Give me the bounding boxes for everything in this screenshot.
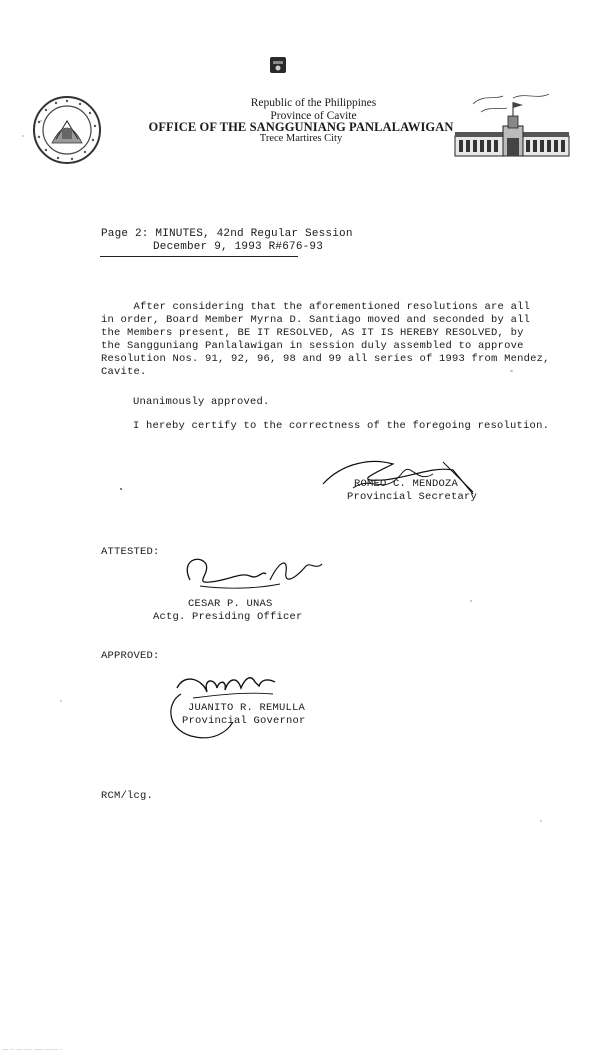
presiding-officer-signature-icon xyxy=(170,550,330,596)
paragraph-line: Resolution Nos. 91, 92, 96, 98 and 99 all series of 1993 from Mendez, xyxy=(101,353,550,365)
certifier-title: Provincial Secretary xyxy=(347,491,478,503)
letterhead-province: Province of Cavite xyxy=(270,110,357,122)
capitol-building-icon xyxy=(453,90,571,158)
paragraph-line: the Sangguniang Panlalawigan in session duly assembled to approve xyxy=(101,340,524,352)
resolution-paragraph xyxy=(101,301,550,379)
approved-name: JUANITO R. REMULLA xyxy=(188,702,306,714)
approved-label: APPROVED: xyxy=(101,650,160,662)
top-emblem-icon xyxy=(269,56,287,74)
attested-title: Actg. Presiding Officer xyxy=(153,611,303,623)
paragraph-line: in order, Board Member Myrna D. Santiago moved and seconded by all xyxy=(101,314,531,326)
letterhead-city: Trece Martires City xyxy=(259,133,343,144)
footer-scan-text: .... ... .... ..... ...... ......... . xyxy=(2,1046,63,1052)
paragraph-line: the Members present, BE IT RESOLVED, AS IT IS HEREBY RESOLVED, by xyxy=(101,327,524,339)
header-underline xyxy=(100,256,298,257)
certification-statement: I hereby certify to the correctness of the foregoing resolution. xyxy=(133,420,550,432)
approved-title: Provincial Governor xyxy=(182,715,306,727)
reference-initials: RCM/lcg. xyxy=(101,790,154,802)
page-header-line2: December 9, 1993 R#676-93 xyxy=(153,241,324,253)
certifier-name: ROMEO C. MENDOZA xyxy=(354,478,459,490)
paragraph-line: After considering that the aforementioned resolutions are all xyxy=(101,301,531,313)
letterhead-republic: Republic of the Philippines xyxy=(250,97,377,109)
unanimously-approved: Unanimously approved. xyxy=(133,396,270,408)
attested-name: CESAR P. UNAS xyxy=(188,598,273,610)
paragraph-line: Cavite. xyxy=(101,366,147,378)
page-header-line1: Page 2: MINUTES, 42nd Regular Session xyxy=(101,228,353,240)
letterhead-office: OFFICE OF THE SANGGUNIANG PANLALAWIGAN xyxy=(148,120,454,134)
attested-label: ATTESTED: xyxy=(101,546,160,558)
